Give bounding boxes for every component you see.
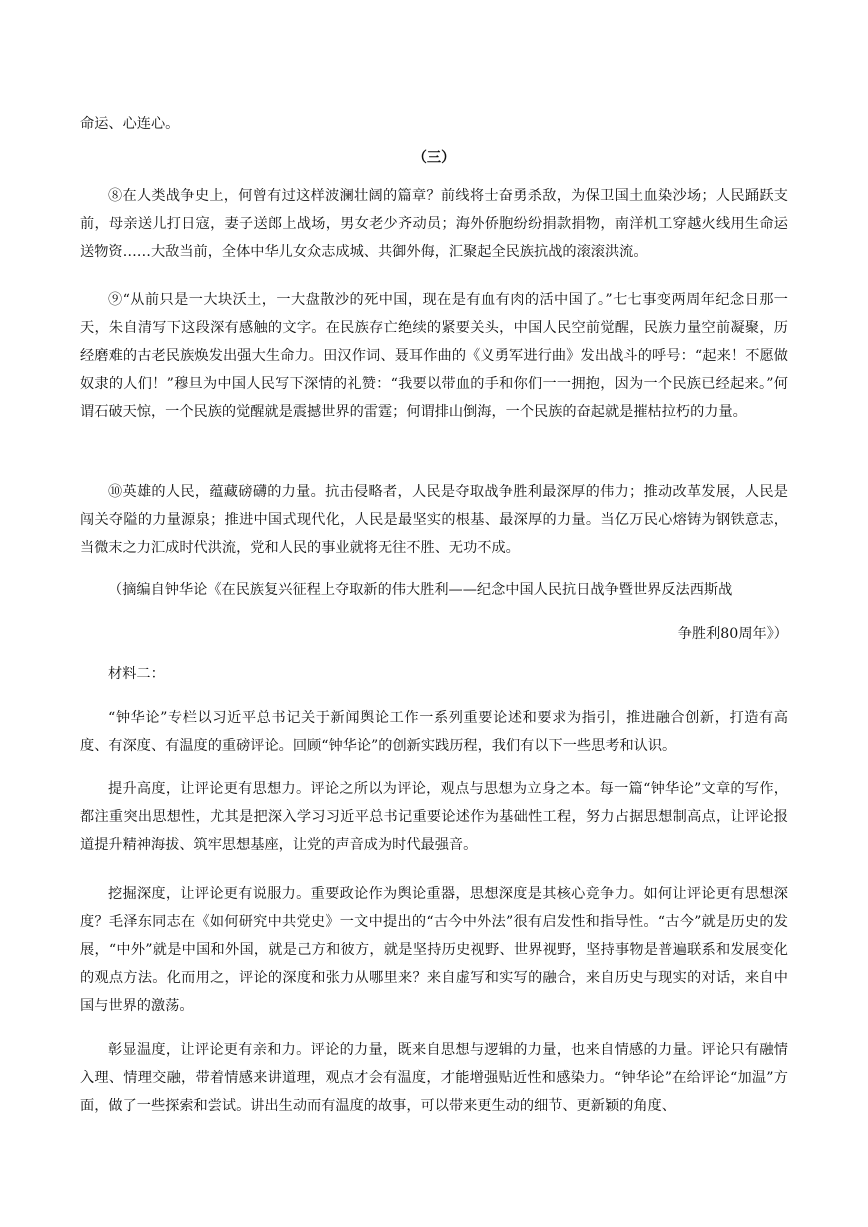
citation-line-2: 争胜利80周年》） xyxy=(677,626,788,642)
continued-line: 命运、心连心。 xyxy=(80,116,180,132)
paragraph-8: ⑧在人类战争史上，何曾有过这样波澜壮阔的篇章？前线将士奋勇杀敌，为保卫国土血染沙场；人民踊跃支前，母亲送儿打日寇，妻子送郎上战场，男女老少齐动员；海外侨胞纷纷捐款捐物，南洋机工穿越火线用生命运送物资……大敌当前，全体中华儿女众志成城、共御外侮，汇聚起全民族抗战的滚滚洪流。 xyxy=(80,188,788,260)
material-2-paragraph-3: 挖掘深度，让评论更有说服力。重要政论作为舆论重器，思想深度是其核心竞争力。如何让评论更有思想深度？毛泽东同志在《如何研究中共党史》一文中提出的“古今中外法”很有启发性和指导性。“古今”就是历史的发展，“中外”就是中国和外国，就是己方和彼方，就是坚持历史视野、世界视野，坚持事物是普遍联系和发展变化的观点方法。化而用之，评论的深度和张力从哪里来？来自虚写和实写的融合，来自历史与现实的对话，来自中国与世界的激荡。 xyxy=(80,886,788,1014)
paragraph-9: ⑨“从前只是一大块沃土，一大盘散沙的死中国，现在是有血有肉的活中国了。”七七事变两周年纪念日那一天，朱自清写下这段深有感触的文字。在民族存亡绝续的紧要关头，中国人民空前觉醒，民族力量空前凝聚，历经磨难的古老民族焕发出强大生命力。田汉作词、聂耳作曲的《义勇军进行曲》发出战斗的呼号：“起来！不愿做奴隶的人们！”穆旦为中国人民写下深情的礼赞：“我要以带血的手和你们一一拥抱，因为一个民族已经起来。”何谓石破天惊，一个民族的觉醒就是震撼世界的雷霆；何谓排山倒海，一个民族的奋起就是摧枯拉朽的力量。 xyxy=(80,292,788,420)
material-2-paragraph-1: “钟华论”专栏以习近平总书记关于新闻舆论工作一系列重要论述和要求为指引，推进融合创新，打造有高度、有深度、有温度的重磅评论。回顾“钟华论”的创新实践历程，我们有以下一些思考和认识。 xyxy=(80,710,788,754)
material-2-title: 材料二： xyxy=(108,666,165,682)
paragraph-10: ⑩英雄的人民，蕴藏磅礴的力量。抗击侵略者，人民是夺取战争胜利最深厚的伟力；推动改革发展，人民是闯关夺隘的力量源泉；推进中国式现代化，人民是最坚实的根基、最深厚的力量。当亿万民心熔铸为钢铁意志，当微末之力汇成时代洪流，党和人民的事业就将无往不胜、无功不成。 xyxy=(80,484,788,556)
material-2-paragraph-4: 彰显温度，让评论更有亲和力。评论的力量，既来自思想与逻辑的力量，也来自情感的力量。评论只有融情入理、情理交融，带着情感来讲道理，观点才会有温度，才能增强贴近性和感染力。“钟华论”在给评论“加温”方面，做了一些探索和尝试。讲出生动而有温度的故事，可以带来更生动的细节、更新颖的角度、 xyxy=(80,1042,788,1114)
section-heading: （三） xyxy=(412,150,456,166)
citation-line-1: （摘编自钟华论《在民族复兴征程上夺取新的伟大胜利——纪念中国人民抗日战争暨世界反法西斯战 xyxy=(108,582,733,598)
material-2-paragraph-2: 提升高度，让评论更有思想力。评论之所以为评论，观点与思想为立身之本。每一篇“钟华论”文章的写作，都注重突出思想性，尤其是把深入学习习近平总书记重要论述作为基础性工程，努力占据思想制高点，让评论报道提升精神海拔、筑牢思想基座，让党的声音成为时代最强音。 xyxy=(80,781,788,853)
